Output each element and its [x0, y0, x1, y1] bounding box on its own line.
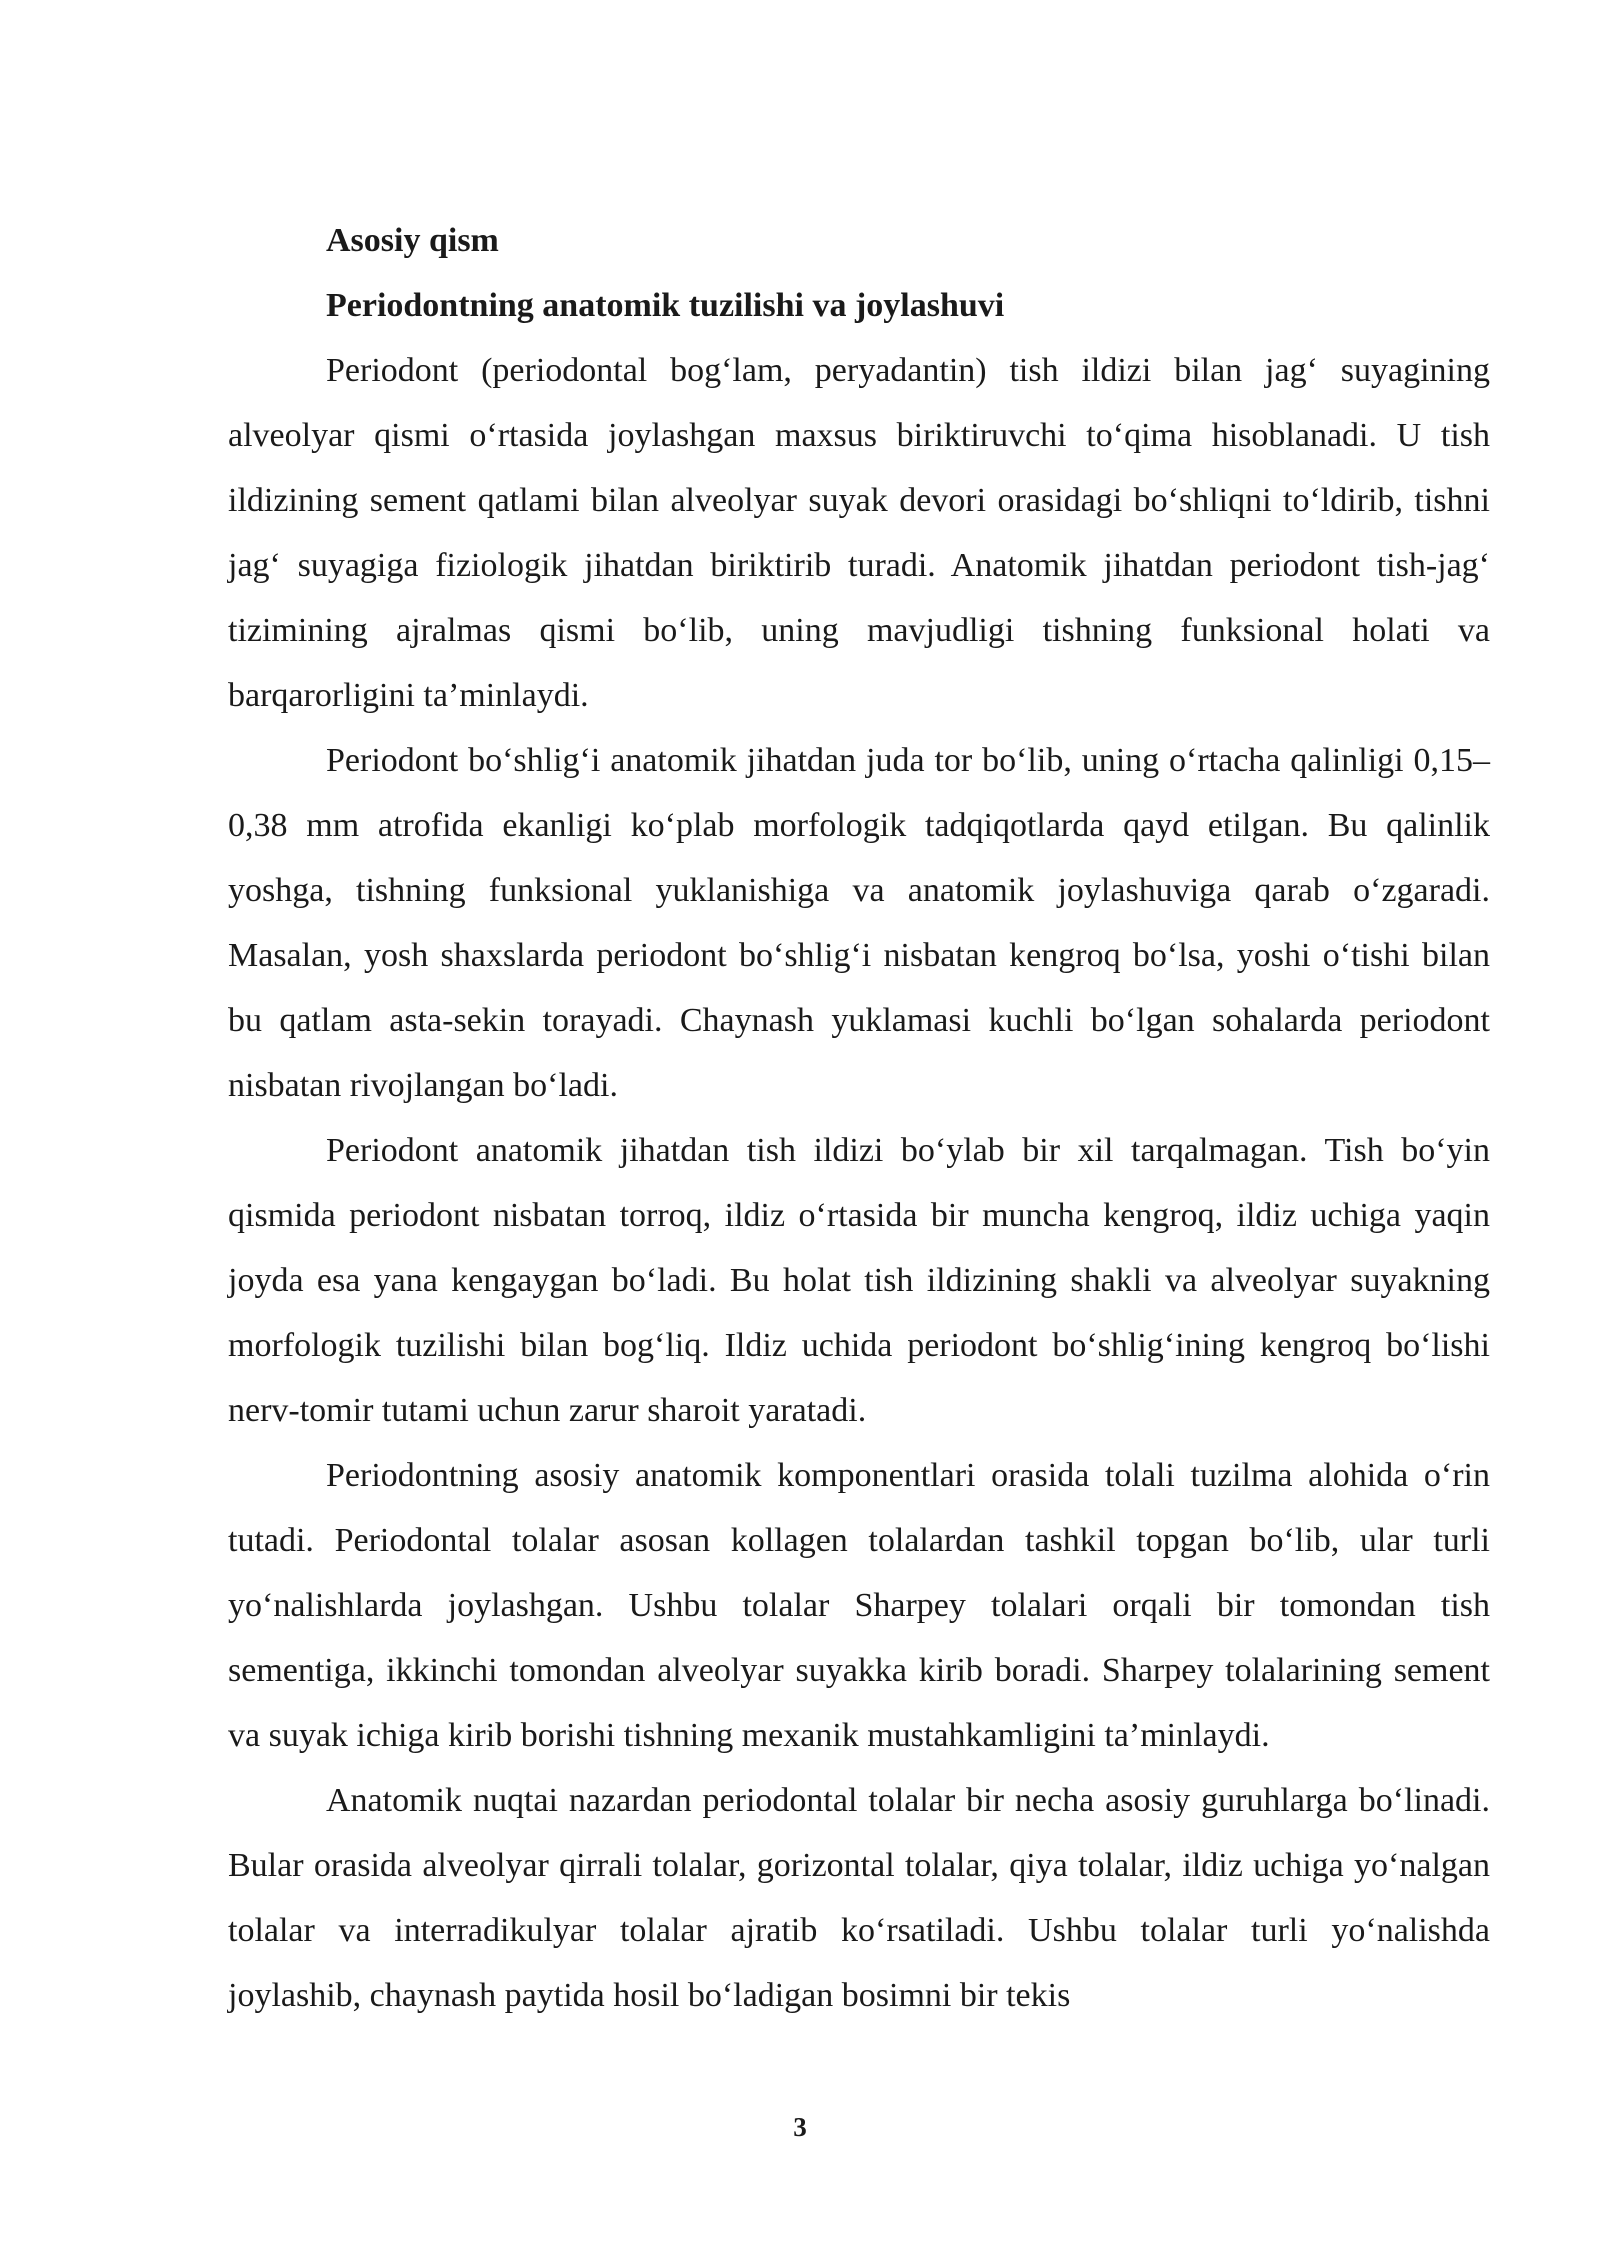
paragraph-1: Periodont (periodontal bog‘lam, peryadantin) tish ildizi bilan jag‘ suyagining alveolyar qismi o‘rtasida joylashgan maxsus biriktiruvchi to‘qima hisoblanadi. U tish ildizining sement qatlami bilan alveolyar suyak devori orasidagi bo‘shliqni to‘ldirib, tishni jag‘ suyagiga fiziologik jihatdan biriktirib turadi. Anatomik jihatdan periodont tish-jag‘ tizimining ajralmas qismi bo‘lib, uning mavjudligi tishning funksional holati va barqarorligini ta’minlaydi. — [228, 352, 1490, 714]
page-number: 3 — [793, 2112, 807, 2142]
paragraph-5: Anatomik nuqtai nazardan periodontal tolalar bir necha asosiy guruhlarga bo‘linadi. Bular orasida alveolyar qirrali tolalar, gorizontal tolalar, qiya tolalar, ildiz uchiga yo‘nalgan tolalar va interradikulyar tolalar ajratib ko‘rsatiladi. Ushbu tolalar turli yo‘nalishda joylashib, chaynash paytida hosil bo‘ladigan bosimni bir tekis — [228, 1782, 1490, 2014]
paragraph-4: Periodontning asosiy anatomik komponentlari orasida tolali tuzilma alohida o‘rin tutadi. Periodontal tolalar asosan kollagen tolalardan tashkil topgan bo‘lib, ular turli yo‘nalishlarda joylashgan. Ushbu tolalar Sharpey tolalari orqali bir tomondan tish sementiga, ikkinchi tomondan alveolyar suyakka kirib boradi. Sharpey tolalarining sement va suyak ichiga kirib borishi tishning mexanik mustahkamligini ta’minlaydi. — [228, 1457, 1490, 1754]
paragraph-3: Periodont anatomik jihatdan tish ildizi bo‘ylab bir xil tarqalmagan. Tish bo‘yin qismida periodont nisbatan torroq, ildiz o‘rtasida bir muncha kengroq, ildiz uchiga yaqin joyda esa yana kengaygan bo‘ladi. Bu holat tish ildizining shakli va alveolyar suyakning morfologik tuzilishi bilan bog‘liq. Ildiz uchida periodont bo‘shlig‘ining kengroq bo‘lishi nerv-tomir tutami uchun zarur sharoit yaratadi. — [228, 1132, 1490, 1429]
section-title: Asosiy qism — [326, 222, 499, 259]
subsection-title: Periodontning anatomik tuzilishi va joylashuvi — [326, 287, 1005, 324]
page-body — [228, 208, 1490, 2028]
paragraph-2: Periodont bo‘shlig‘i anatomik jihatdan juda tor bo‘lib, uning o‘rtacha qalinligi 0,15–0,38 mm atrofida ekanligi ko‘plab morfologik tadqiqotlarda qayd etilgan. Bu qalinlik yoshga, tishning funksional yuklanishiga va anatomik joylashuviga qarab o‘zgaradi. Masalan, yosh shaxslarda periodont bo‘shlig‘i nisbatan kengroq bo‘lsa, yoshi o‘tishi bilan bu qatlam asta-sekin torayadi. Chaynash yuklamasi kuchli bo‘lgan sohalarda periodont nisbatan rivojlangan bo‘ladi. — [228, 742, 1490, 1104]
